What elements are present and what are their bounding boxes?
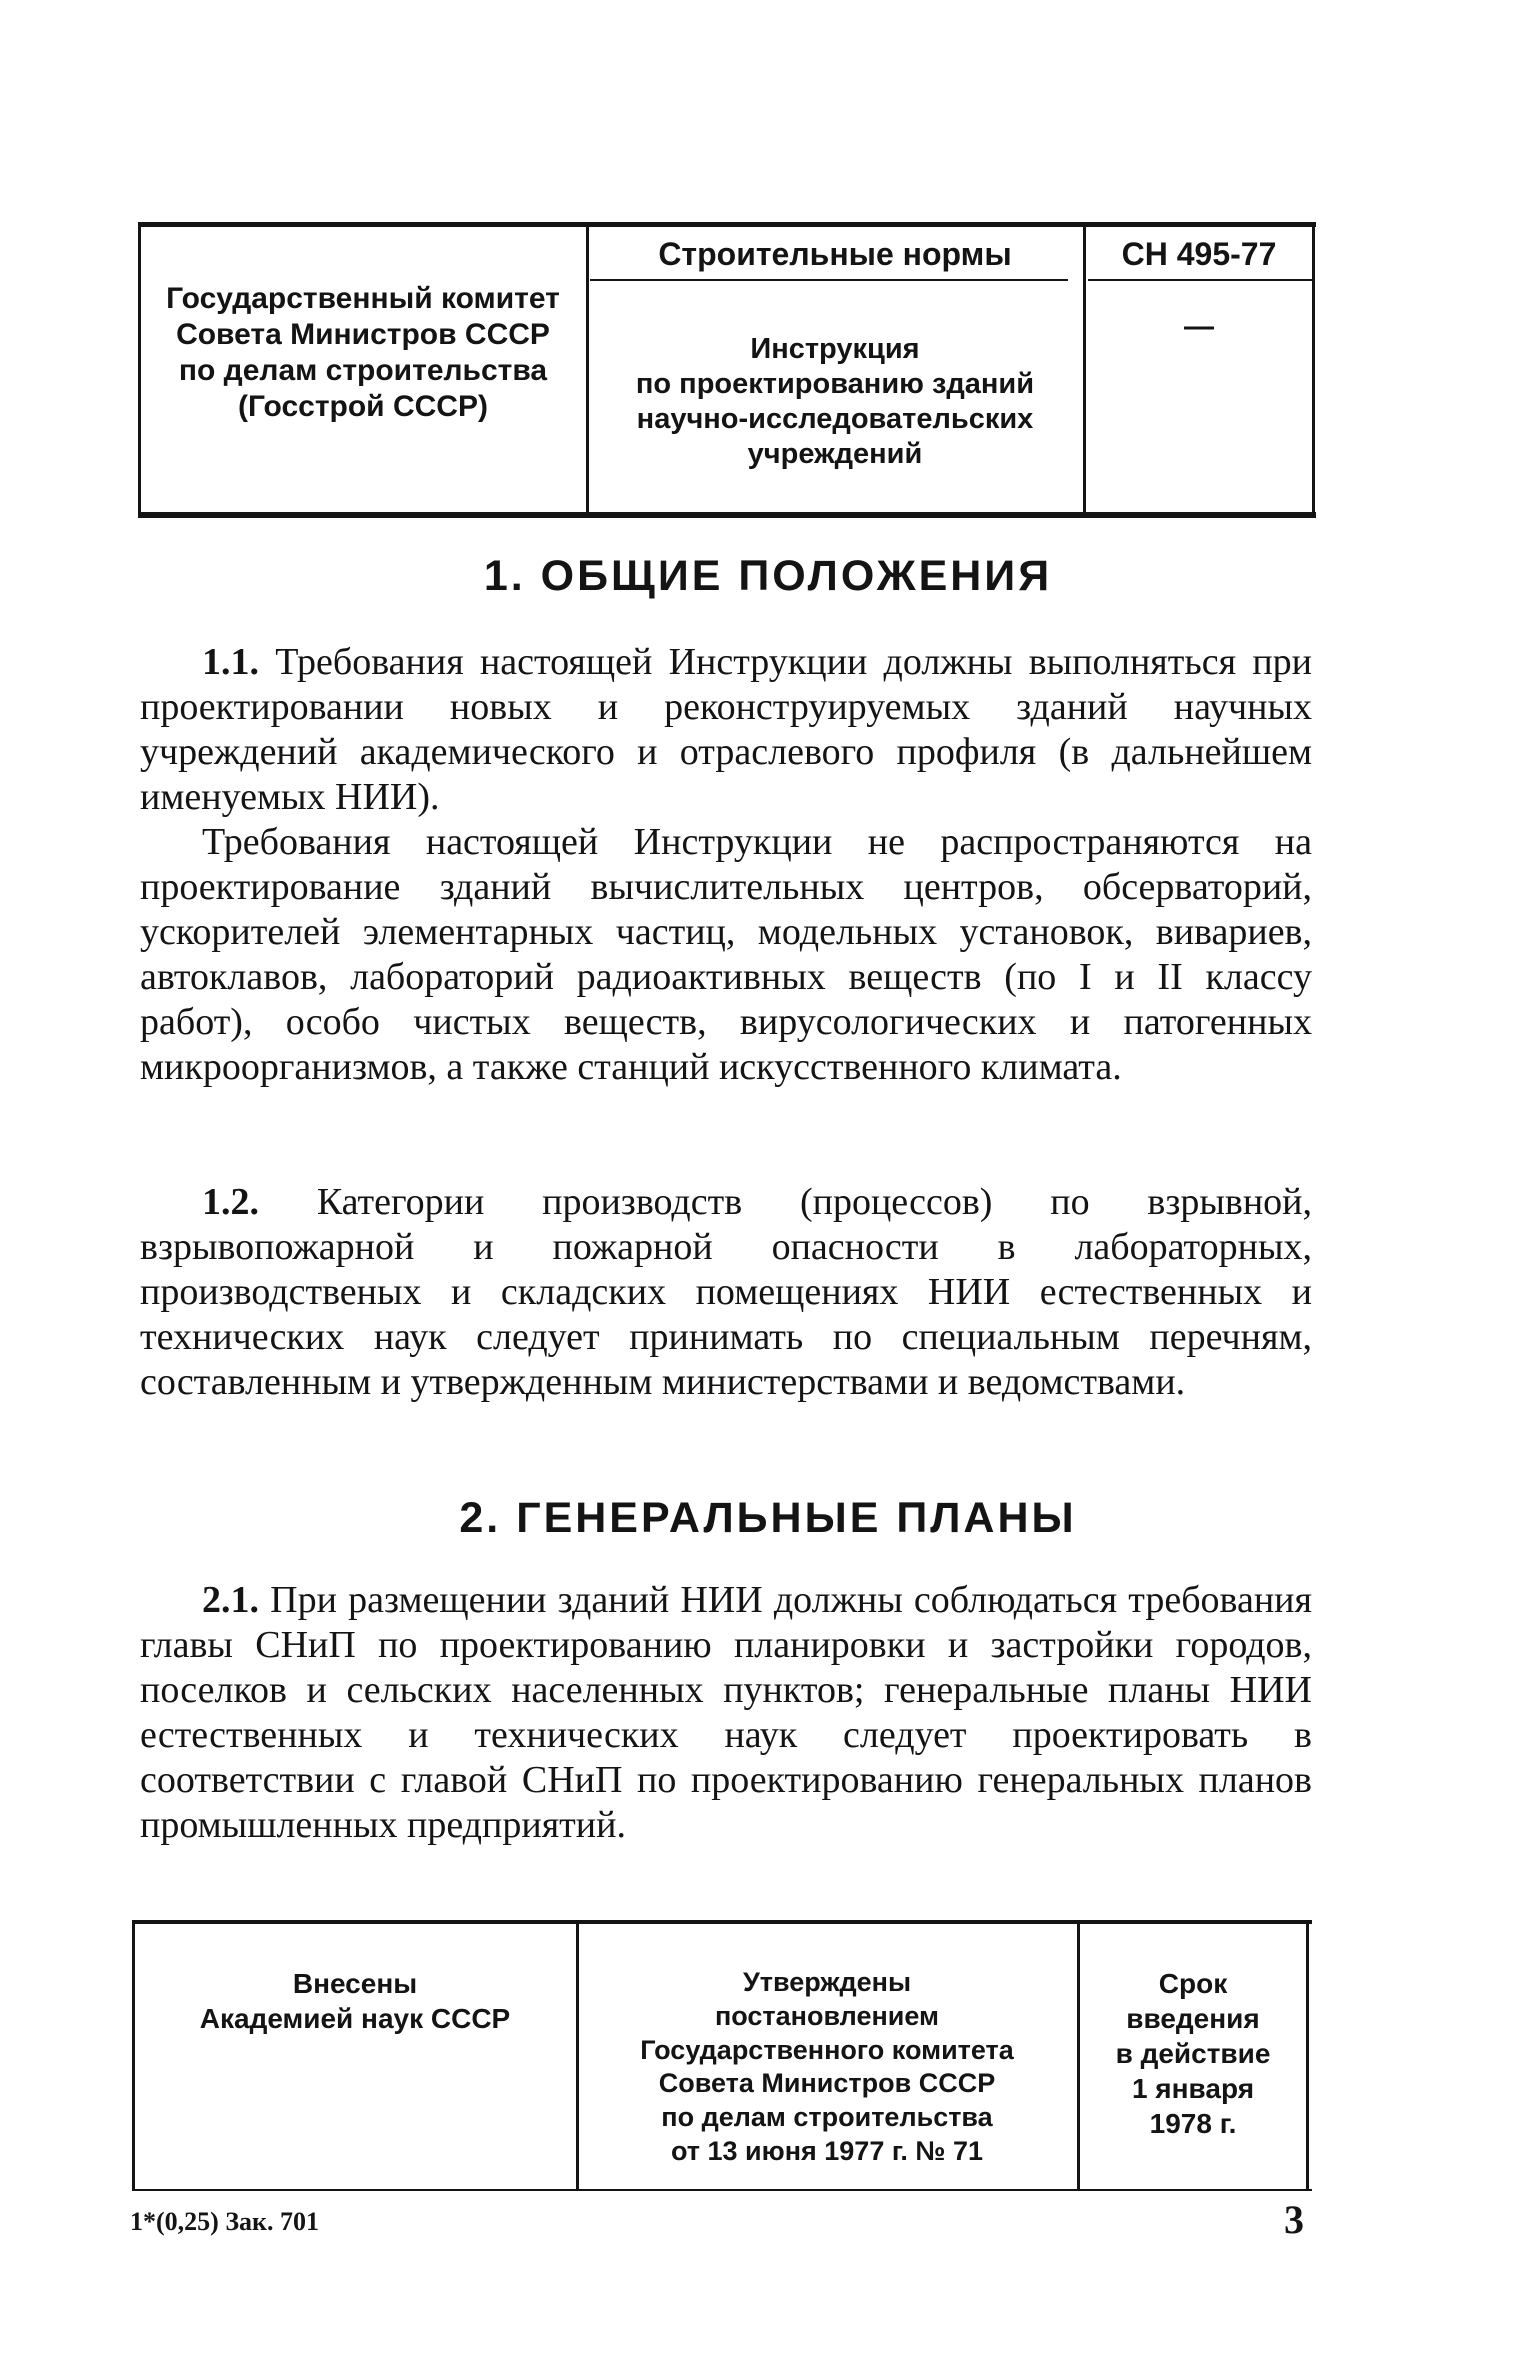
- paragraph-text: Категории производств (процессов) по взрывной, взрывопожарной и пожарной опасности в лабораторных, производственых и складских помещениях НИИ естественных и технических наук следует принимать по специальным перечням, составленным и утвержденным министерствами и ведомствами.: [140, 1181, 1312, 1403]
- approved-text: Утверждены постановлением Государственного комитета Совета Министров СССР по делам строительства от 13 июня 1977 г. № 71: [640, 1967, 1014, 2166]
- paragraph: [140, 640, 1312, 820]
- paragraph: [140, 1180, 1312, 1405]
- paragraph-number: 2.1.: [202, 1579, 259, 1621]
- paragraph-number: 1.1.: [202, 641, 259, 683]
- header-table-rule: [590, 279, 1068, 281]
- document-code: СН 495-77: [1121, 235, 1277, 272]
- print-info: 1*(0,25) Зак. 701: [130, 2207, 320, 2236]
- footer-table: [132, 1920, 1312, 2191]
- footer-table-left-border: [132, 1924, 135, 2189]
- paragraph-text: Требования настоящей Инструкции не распространяются на проектирование зданий вычислительных центров, обсерваторий, ускорителей элементарных частиц, модельных установок, вивариев, автоклавов, лабораторий радиоактивных веществ (по I и II классу работ), особо чистых веществ, вирусологических и патогенных микроорганизмов, а также станций искусственного климата.: [140, 821, 1312, 1088]
- approved-cell: [584, 1966, 1070, 2169]
- replaces-text: —: [1184, 310, 1214, 343]
- page-number: 3: [1284, 2197, 1304, 2242]
- section-title: 2. ГЕНЕРАЛЬНЫЕ ПЛАНЫ: [459, 1494, 1077, 1542]
- header-table-right-border: [1312, 227, 1315, 512]
- category-text: Строительные нормы: [658, 235, 1012, 272]
- header-table-divider: [586, 227, 589, 512]
- authority-text: Государственный комитет Совета Министров СССР по делам строительства (Госстрой СССР): [166, 282, 560, 423]
- submitted-text: Внесены Академией наук СССР: [199, 1968, 511, 2034]
- header-table: [138, 222, 1316, 518]
- header-table-rule: [1088, 279, 1312, 281]
- document-title-cell: [590, 307, 1080, 497]
- replaces-cell: [1088, 297, 1310, 357]
- submitted-cell: [140, 1966, 570, 2036]
- effective-date-cell: [1084, 1966, 1302, 2141]
- paragraph: [140, 1578, 1312, 1848]
- paragraph: [140, 820, 1312, 1090]
- paragraph-number: 1.2.: [202, 1181, 259, 1223]
- code-cell: [1088, 231, 1310, 277]
- paragraph-text: При размещении зданий НИИ должны соблюдаться требования главы СНиП по проектированию планировки и застройки городов, поселков и сельских населенных пунктов; генеральные планы НИИ естественных и технических наук следует проектировать в соответствии с главой СНиП по проектированию генеральных планов промышленных предприятий.: [140, 1579, 1312, 1846]
- footer-table-right-border: [1306, 1924, 1309, 2189]
- paragraph-text: Требования настоящей Инструкции должны выполняться при проектировании новых и реконструируемых зданий научных учреждений академического и отраслевого профиля (в дальнейшем именуемых НИИ).: [140, 641, 1312, 818]
- category-cell: [590, 231, 1080, 277]
- document-title-text: Инструкция по проектированию зданий научно-исследовательских учреждений: [635, 333, 1035, 470]
- effective-date-text: Срок введения в действие 1 января 1978 г.: [1115, 1968, 1271, 2139]
- footer-table-divider: [1077, 1924, 1080, 2189]
- header-table-divider: [1083, 227, 1086, 512]
- footer-table-divider: [576, 1924, 579, 2189]
- header-table-left-border: [138, 227, 141, 512]
- section-title: 1. ОБЩИЕ ПОЛОЖЕНИЯ: [483, 552, 1053, 600]
- authority-cell: [144, 273, 582, 433]
